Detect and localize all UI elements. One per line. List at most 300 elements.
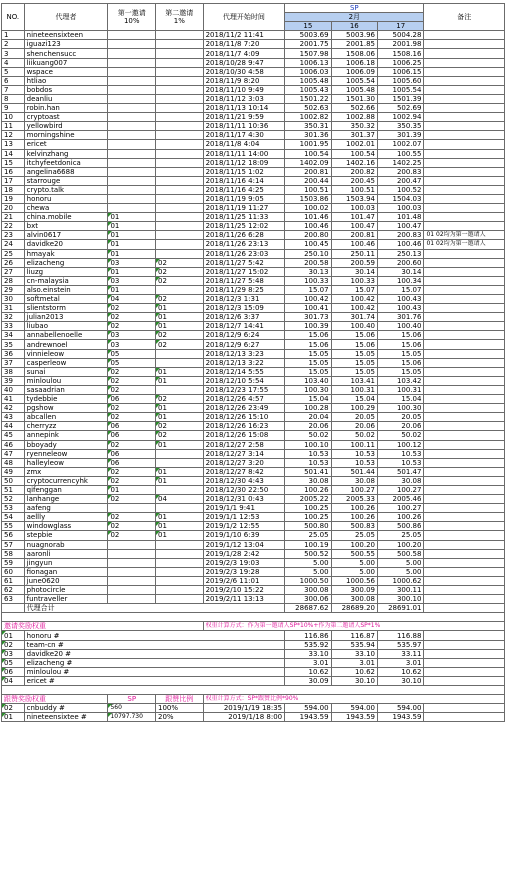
row-no: 4 — [2, 58, 25, 67]
invite-weight-row — [2, 640, 505, 649]
row-start-time: 2018/12/26 15:10 — [203, 413, 285, 422]
table-row — [2, 558, 505, 567]
row-start-time: 2018/12/27 3:20 — [203, 458, 285, 467]
row-agent-name: shenchensucc — [24, 49, 108, 58]
row-sp-16: 1006.09 — [331, 67, 377, 76]
row-sp-16: 100.51 — [331, 185, 377, 194]
row-agent-name: photocircle — [24, 586, 108, 595]
row-invite1 — [108, 586, 156, 595]
row-note — [424, 194, 505, 203]
row-note — [424, 204, 505, 213]
row-invite2: 01 — [156, 304, 204, 313]
row-invite1 — [108, 140, 156, 149]
row-invite1: 03 — [108, 340, 156, 349]
table-row — [2, 440, 505, 449]
row-start-time: 2018/11/17 4:30 — [203, 131, 285, 140]
invite-row-16: 3.01 — [331, 658, 377, 667]
table-row — [2, 467, 505, 476]
row-sp-17: 25.05 — [378, 531, 424, 540]
row-start-time: 2018/12/31 0:43 — [203, 495, 285, 504]
table-row — [2, 267, 505, 276]
row-sp-15: 1001.95 — [285, 140, 331, 149]
row-invite2 — [156, 213, 204, 222]
row-no: 18 — [2, 185, 25, 194]
row-invite1: 06 — [108, 431, 156, 440]
row-invite2 — [156, 549, 204, 558]
row-invite1: 02 — [108, 304, 156, 313]
row-invite1: 02 — [108, 376, 156, 385]
row-sp-16: 500.83 — [331, 522, 377, 531]
row-start-time: 2018/12/26 16:23 — [203, 422, 285, 431]
row-sp-17: 501.47 — [378, 467, 424, 476]
row-start-time: 2018/11/11 10:36 — [203, 122, 285, 131]
row-sp-17: 100.12 — [378, 440, 424, 449]
row-invite2 — [156, 485, 204, 494]
row-sp-15: 100.54 — [285, 149, 331, 158]
row-sp-17: 200.47 — [378, 176, 424, 185]
row-sp-16: 1005.48 — [331, 85, 377, 94]
row-invite1: 02 — [108, 522, 156, 531]
row-no: 63 — [2, 595, 25, 604]
row-agent-name: starrouge — [24, 176, 108, 185]
row-agent-name: kelvinzhang — [24, 149, 108, 158]
row-start-time: 2018/12/13 3:22 — [203, 358, 285, 367]
row-start-time: 2018/12/3 1:31 — [203, 295, 285, 304]
row-invite1: 02 — [108, 413, 156, 422]
agent-table — [1, 3, 505, 722]
row-start-time: 2018/12/26 4:57 — [203, 395, 285, 404]
row-invite1 — [108, 149, 156, 158]
header-invite1-label: 第一邀请 — [117, 9, 146, 18]
invite-row-15: 30.09 — [285, 676, 331, 685]
row-sp-16: 100.33 — [331, 276, 377, 285]
row-sp-17: 5.00 — [378, 558, 424, 567]
row-invite1 — [108, 40, 156, 49]
row-no: 51 — [2, 485, 25, 494]
total-label: 代理合计 — [24, 604, 284, 613]
row-no: 47 — [2, 449, 25, 458]
row-no: 58 — [2, 549, 25, 558]
row-start-time: 2018/11/26 6:28 — [203, 231, 285, 240]
row-note — [424, 58, 505, 67]
row-sp-17: 1002.94 — [378, 113, 424, 122]
table-row — [2, 285, 505, 294]
row-invite1 — [108, 504, 156, 513]
row-sp-16: 100.54 — [331, 149, 377, 158]
row-invite1: 02 — [108, 385, 156, 394]
row-note — [424, 413, 505, 422]
row-sp-16: 20.05 — [331, 413, 377, 422]
row-agent-name: liuzg — [24, 267, 108, 276]
row-sp-17: 500.58 — [378, 549, 424, 558]
row-agent-name: morningshine — [24, 131, 108, 140]
header-start-time: 代理开始时间 — [203, 4, 285, 31]
header-invite2-label: 第二邀请 — [165, 9, 194, 18]
row-sp-17: 15.05 — [378, 367, 424, 376]
table-row — [2, 358, 505, 367]
row-sp-17: 2001.98 — [378, 40, 424, 49]
row-sp-16: 25.05 — [331, 531, 377, 540]
row-invite1: 02 — [108, 531, 156, 540]
row-start-time: 2018/12/13 3:23 — [203, 349, 285, 358]
row-sp-15: 301.73 — [285, 313, 331, 322]
row-sp-16: 100.42 — [331, 304, 377, 313]
row-start-time: 2018/11/15 1:02 — [203, 167, 285, 176]
sponsor-row-no: 02 — [2, 704, 25, 713]
row-sp-15: 100.42 — [285, 295, 331, 304]
row-note — [424, 85, 505, 94]
row-invite1: 03 — [108, 276, 156, 285]
row-sp-15: 100.39 — [285, 322, 331, 331]
row-no: 39 — [2, 376, 25, 385]
row-invite2 — [156, 131, 204, 140]
row-sp-15: 30.08 — [285, 476, 331, 485]
row-no: 33 — [2, 322, 25, 331]
invite-row-name: minloulou # — [24, 667, 284, 676]
header-invite2-pct: 1% — [173, 17, 185, 26]
row-start-time: 2018/12/23 17:55 — [203, 385, 285, 394]
row-agent-name: cn-malaysia — [24, 276, 108, 285]
row-sp-17: 50.02 — [378, 431, 424, 440]
sponsor-row-17: 1943.59 — [378, 713, 424, 722]
row-invite1: 04 — [108, 295, 156, 304]
invite-row-no: 03 — [2, 649, 25, 658]
row-sp-17: 100.27 — [378, 504, 424, 513]
row-sp-16: 1002.88 — [331, 113, 377, 122]
invite-row-name: davidke20 # — [24, 649, 284, 658]
row-sp-17: 100.31 — [378, 385, 424, 394]
row-sp-16: 100.11 — [331, 440, 377, 449]
row-note — [424, 122, 505, 131]
row-sp-15: 501.41 — [285, 467, 331, 476]
row-agent-name: hmayak — [24, 249, 108, 258]
table-row — [2, 495, 505, 504]
row-agent-name: stepbie — [24, 531, 108, 540]
row-invite2 — [156, 349, 204, 358]
row-agent-name: deanliu — [24, 94, 108, 103]
invite-row-15: 3.01 — [285, 658, 331, 667]
row-invite2: 01 — [156, 313, 204, 322]
row-sp-16: 2001.85 — [331, 40, 377, 49]
row-start-time: 2018/10/28 9:47 — [203, 58, 285, 67]
row-sp-17: 100.34 — [378, 276, 424, 285]
row-start-time: 2018/11/29 8:25 — [203, 285, 285, 294]
row-start-time: 2019/1/2 12:55 — [203, 522, 285, 531]
row-agent-name: nineteensixteen — [24, 31, 108, 40]
row-invite2 — [156, 49, 204, 58]
row-sp-16: 100.26 — [331, 504, 377, 513]
row-note — [424, 31, 505, 40]
table-row — [2, 67, 505, 76]
row-start-time: 2018/11/7 4:09 — [203, 49, 285, 58]
row-start-time: 2018/10/30 4:58 — [203, 67, 285, 76]
row-note — [424, 340, 505, 349]
table-row — [2, 85, 505, 94]
row-agent-name: vinnieleow — [24, 349, 108, 358]
row-sp-17: 301.39 — [378, 131, 424, 140]
row-agent-name: halleyleow — [24, 458, 108, 467]
row-no: 17 — [2, 176, 25, 185]
row-sp-17: 15.06 — [378, 358, 424, 367]
row-sp-15: 20.06 — [285, 422, 331, 431]
row-sp-17: 1005.60 — [378, 76, 424, 85]
row-start-time: 2019/2/10 15:22 — [203, 586, 285, 595]
row-sp-15: 1000.50 — [285, 576, 331, 585]
row-agent-name: pgshow — [24, 404, 108, 413]
row-sp-15: 1005.43 — [285, 85, 331, 94]
invite-row-17: 33.11 — [378, 649, 424, 658]
row-invite1 — [108, 122, 156, 131]
invite-row-17: 535.97 — [378, 640, 424, 649]
invite-row-16: 33.10 — [331, 649, 377, 658]
row-sp-15: 350.31 — [285, 122, 331, 131]
row-sp-17: 15.06 — [378, 331, 424, 340]
invite-row-no: 05 — [2, 658, 25, 667]
row-invite1: 01 — [108, 213, 156, 222]
row-invite1 — [108, 167, 156, 176]
row-start-time: 2018/11/2 11:41 — [203, 31, 285, 40]
row-no: 9 — [2, 104, 25, 113]
row-agent-name: htliao — [24, 76, 108, 85]
row-invite2 — [156, 504, 204, 513]
row-sp-15: 100.25 — [285, 504, 331, 513]
row-invite1: 02 — [108, 476, 156, 485]
row-invite2 — [156, 176, 204, 185]
row-no: 31 — [2, 304, 25, 313]
table-row — [2, 258, 505, 267]
row-agent-name: honoru — [24, 194, 108, 203]
row-note — [424, 49, 505, 58]
row-no: 10 — [2, 113, 25, 122]
row-sp-15: 200.80 — [285, 231, 331, 240]
row-sp-17: 100.40 — [378, 322, 424, 331]
row-start-time: 2018/11/19 11:27 — [203, 204, 285, 213]
row-sp-16: 300.08 — [331, 595, 377, 604]
row-no: 21 — [2, 213, 25, 222]
row-sp-16: 501.44 — [331, 467, 377, 476]
sponsor-row-no: 01 — [2, 713, 25, 722]
row-no: 22 — [2, 222, 25, 231]
row-agent-name: crypto.talk — [24, 185, 108, 194]
row-sp-15: 100.46 — [285, 222, 331, 231]
row-no: 2 — [2, 40, 25, 49]
row-agent-name: aafeng — [24, 504, 108, 513]
sponsor-weight-row — [2, 704, 505, 713]
invite-weight-row — [2, 649, 505, 658]
row-agent-name: iguazi123 — [24, 40, 108, 49]
row-sp-17: 100.52 — [378, 185, 424, 194]
row-invite2 — [156, 194, 204, 203]
row-agent-name: also.einstein — [24, 285, 108, 294]
row-no: 37 — [2, 358, 25, 367]
table-row — [2, 49, 505, 58]
row-invite2: 02 — [156, 340, 204, 349]
row-note — [424, 185, 505, 194]
row-invite2 — [156, 285, 204, 294]
row-sp-16: 1000.56 — [331, 576, 377, 585]
row-invite2: 01 — [156, 531, 204, 540]
row-note — [424, 404, 505, 413]
row-sp-15: 100.51 — [285, 185, 331, 194]
row-note — [424, 140, 505, 149]
row-agent-name: bxt — [24, 222, 108, 231]
invite-section-header — [2, 622, 505, 631]
row-no: 56 — [2, 531, 25, 540]
invite-row-name: elizacheng # — [24, 658, 284, 667]
row-sp-16: 10.53 — [331, 449, 377, 458]
row-invite2 — [156, 113, 204, 122]
row-start-time: 2018/11/12 3:03 — [203, 94, 285, 103]
sponsor-row-sp: 10797.730 — [108, 713, 156, 722]
total-sp-15: 28687.62 — [285, 604, 331, 613]
row-invite2 — [156, 67, 204, 76]
row-invite1 — [108, 85, 156, 94]
row-start-time: 2018/12/3 15:09 — [203, 304, 285, 313]
table-row — [2, 540, 505, 549]
row-sp-17: 100.43 — [378, 304, 424, 313]
row-no: 46 — [2, 440, 25, 449]
row-note — [424, 431, 505, 440]
row-agent-name: davidke20 — [24, 240, 108, 249]
row-invite1: 01 — [108, 231, 156, 240]
row-sp-16: 15.04 — [331, 395, 377, 404]
row-note — [424, 385, 505, 394]
sponsor-ratio-label: 跟赞比例 — [156, 695, 204, 704]
row-note — [424, 113, 505, 122]
row-sp-15: 250.10 — [285, 249, 331, 258]
row-sp-15: 5.00 — [285, 567, 331, 576]
row-sp-16: 1402.16 — [331, 158, 377, 167]
row-sp-15: 15.04 — [285, 395, 331, 404]
row-sp-16: 30.08 — [331, 476, 377, 485]
row-invite1: 02 — [108, 495, 156, 504]
row-invite2: 01 — [156, 467, 204, 476]
row-invite2 — [156, 40, 204, 49]
row-agent-name: china.mobile — [24, 213, 108, 222]
row-agent-name: andrewnoel — [24, 340, 108, 349]
row-invite2 — [156, 185, 204, 194]
row-sp-16: 100.26 — [331, 513, 377, 522]
row-no: 34 — [2, 331, 25, 340]
row-invite2 — [156, 204, 204, 213]
row-note — [424, 131, 505, 140]
invite-row-17: 30.10 — [378, 676, 424, 685]
row-invite2: 01 — [156, 413, 204, 422]
row-sp-15: 100.45 — [285, 240, 331, 249]
row-sp-15: 101.46 — [285, 213, 331, 222]
row-start-time: 2019/1/10 6:39 — [203, 531, 285, 540]
row-note — [424, 476, 505, 485]
row-sp-16: 1501.30 — [331, 94, 377, 103]
row-start-time: 2018/11/19 9:05 — [203, 194, 285, 203]
row-sp-15: 30.13 — [285, 267, 331, 276]
row-sp-15: 100.10 — [285, 440, 331, 449]
row-agent-name: tydebbie — [24, 395, 108, 404]
row-invite2: 02 — [156, 431, 204, 440]
sponsor-row-15: 1943.59 — [285, 713, 331, 722]
row-sp-16: 30.14 — [331, 267, 377, 276]
row-note — [424, 222, 505, 231]
row-note — [424, 76, 505, 85]
row-sp-17: 250.13 — [378, 249, 424, 258]
row-agent-name: zmx — [24, 467, 108, 476]
table-row — [2, 113, 505, 122]
row-sp-17: 100.47 — [378, 222, 424, 231]
row-start-time: 2018/12/27 8:42 — [203, 467, 285, 476]
row-invite2 — [156, 158, 204, 167]
spreadsheet — [0, 3, 506, 869]
row-start-time: 2019/2/6 11:01 — [203, 576, 285, 585]
row-no: 40 — [2, 385, 25, 394]
table-row — [2, 458, 505, 467]
invite-row-no: 01 — [2, 631, 25, 640]
row-note — [424, 586, 505, 595]
row-sp-16: 100.29 — [331, 404, 377, 413]
table-row — [2, 522, 505, 531]
row-sp-17: 502.69 — [378, 104, 424, 113]
row-no: 57 — [2, 540, 25, 549]
row-no: 49 — [2, 467, 25, 476]
row-agent-name: cryptocurrencyhk — [24, 476, 108, 485]
row-invite2: 02 — [156, 258, 204, 267]
table-row — [2, 104, 505, 113]
row-sp-15: 2001.75 — [285, 40, 331, 49]
row-start-time: 2019/1/1 9:41 — [203, 504, 285, 513]
table-row — [2, 176, 505, 185]
row-start-time: 2018/12/7 14:41 — [203, 322, 285, 331]
row-no: 13 — [2, 140, 25, 149]
row-agent-name: annabellenoelle — [24, 331, 108, 340]
row-invite1: 02 — [108, 440, 156, 449]
row-agent-name: yellowbird — [24, 122, 108, 131]
row-invite2 — [156, 449, 204, 458]
sponsor-section-formula: 权重计算方式：SP*跟赞比例*90% — [203, 695, 504, 704]
row-sp-17: 15.07 — [378, 285, 424, 294]
row-sp-15: 1402.09 — [285, 158, 331, 167]
invite-row-16: 10.62 — [331, 667, 377, 676]
row-sp-16: 15.06 — [331, 340, 377, 349]
row-no: 12 — [2, 131, 25, 140]
row-no: 25 — [2, 249, 25, 258]
invite-row-17: 3.01 — [378, 658, 424, 667]
row-sp-17: 100.26 — [378, 513, 424, 522]
row-invite1: 02 — [108, 467, 156, 476]
row-note — [424, 513, 505, 522]
row-sp-15: 100.25 — [285, 513, 331, 522]
row-sp-16: 1002.01 — [331, 140, 377, 149]
row-sp-16: 200.81 — [331, 231, 377, 240]
invite-weight-row — [2, 676, 505, 685]
table-row — [2, 276, 505, 285]
header-sp: SP — [285, 4, 424, 13]
invite-row-note — [424, 667, 505, 676]
row-sp-16: 10.53 — [331, 458, 377, 467]
row-no: 61 — [2, 576, 25, 585]
row-note: 01 02均为第一邀请人 — [424, 231, 505, 240]
sponsor-row-name: nineteensixtee # — [24, 713, 108, 722]
table-row — [2, 140, 505, 149]
table-row — [2, 295, 505, 304]
row-sp-16: 100.31 — [331, 385, 377, 394]
sponsor-row-start: 2019/1/19 18:35 — [203, 704, 285, 713]
row-sp-17: 10.53 — [378, 458, 424, 467]
row-no: 24 — [2, 240, 25, 249]
row-sp-17: 1006.15 — [378, 67, 424, 76]
table-row — [2, 431, 505, 440]
total-blank — [2, 604, 25, 613]
row-sp-17: 103.42 — [378, 376, 424, 385]
row-no: 7 — [2, 85, 25, 94]
